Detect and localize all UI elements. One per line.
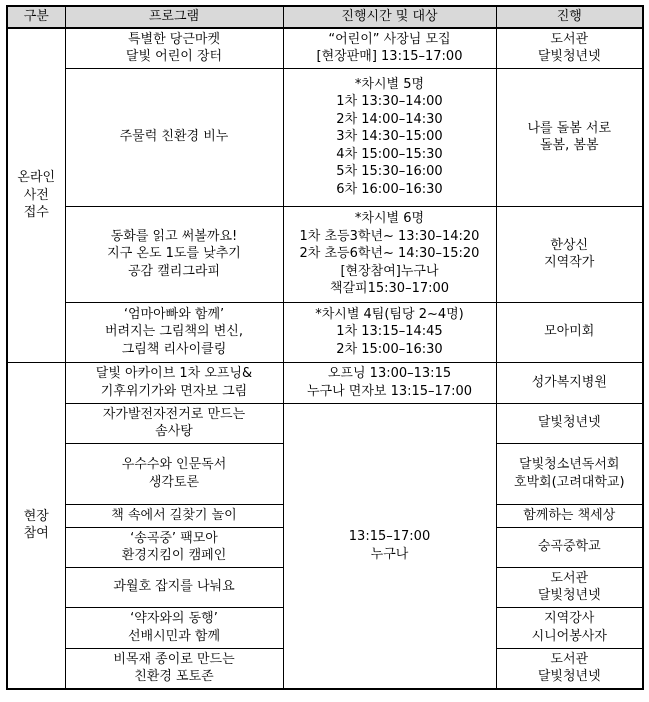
host-cell: 달빛청소년독서회 호박회(고려대학교) bbox=[496, 443, 643, 504]
header-host: 진행 bbox=[496, 6, 643, 28]
table-row bbox=[7, 403, 643, 443]
table-row bbox=[7, 302, 643, 362]
category-onsite: 현장 참여 bbox=[7, 362, 65, 689]
program-cell: 과월호 잡지를 나눠요 bbox=[65, 567, 283, 607]
host-cell: 모아미회 bbox=[496, 302, 643, 362]
host-cell: 숭곡중학교 bbox=[496, 527, 643, 567]
host-cell: 한상신 지역작가 bbox=[496, 206, 643, 302]
table-row bbox=[7, 68, 643, 206]
header-program: 프로그램 bbox=[65, 6, 283, 28]
host-cell: 도서관 달빛청년넷 bbox=[496, 648, 643, 689]
time-cell: *차시별 6명 1차 초등3학년~ 13:30–14:20 2차 초등6학년~ 14:30–15:20 [현장참여]누구나 책갈피15:30–17:00 bbox=[283, 206, 496, 302]
program-cell: 동화를 읽고 써볼까요! 지구 온도 1도를 낮추기 공감 캘리그라피 bbox=[65, 206, 283, 302]
schedule-table-wrapper bbox=[6, 5, 644, 690]
program-cell: 주물럭 친환경 비누 bbox=[65, 68, 283, 206]
program-cell: 우수수와 인문독서 생각토론 bbox=[65, 443, 283, 504]
program-cell: ‘송곡중’ 팩모아 환경지킴이 캠페인 bbox=[65, 527, 283, 567]
time-cell: *차시별 4팀(팀당 2~4명) 1차 13:15–14:45 2차 15:00–16:30 bbox=[283, 302, 496, 362]
shared-time-cell: 13:15–17:00 누구나 bbox=[283, 403, 496, 689]
table-row bbox=[7, 206, 643, 302]
program-cell: ‘약자와의 동행’ 선배시민과 함께 bbox=[65, 607, 283, 648]
host-cell: 함께하는 책세상 bbox=[496, 504, 643, 527]
table-row bbox=[7, 362, 643, 403]
program-cell: 특별한 당근마켓 달빛 어린이 장터 bbox=[65, 28, 283, 68]
host-cell: 도서관 달빛청년넷 bbox=[496, 567, 643, 607]
header-category: 구분 bbox=[7, 6, 65, 28]
host-cell: 지역강사 시니어봉사자 bbox=[496, 607, 643, 648]
table-row bbox=[7, 28, 643, 68]
time-cell: *차시별 5명 1차 13:30–14:00 2차 14:00–14:30 3차 14:30–15:00 4차 15:00–15:30 5차 15:30–16:00 6차 16:00–16:30 bbox=[283, 68, 496, 206]
time-cell: “어린이” 사장님 모집 [현장판매] 13:15–17:00 bbox=[283, 28, 496, 68]
host-cell: 나를 돌봄 서로 돌봄, 봄봄 bbox=[496, 68, 643, 206]
program-cell: 달빛 아카이브 1차 오프닝& 기후위기가와 면자보 그림 bbox=[65, 362, 283, 403]
category-online: 온라인 사전 접수 bbox=[7, 28, 65, 362]
schedule-table bbox=[6, 5, 644, 690]
time-cell: 오프닝 13:00–13:15 누구나 면자보 13:15–17:00 bbox=[283, 362, 496, 403]
program-cell: 책 속에서 길찾기 놀이 bbox=[65, 504, 283, 527]
host-cell: 도서관 달빛청년넷 bbox=[496, 28, 643, 68]
program-cell: 자가발전자전거로 만드는 솜사탕 bbox=[65, 403, 283, 443]
program-cell: 비목재 종이로 만드는 친환경 포토존 bbox=[65, 648, 283, 689]
program-cell: ‘엄마아빠와 함께’ 버려지는 그림책의 변신, 그림책 리사이클링 bbox=[65, 302, 283, 362]
header-row bbox=[7, 6, 643, 28]
header-time-target: 진행시간 및 대상 bbox=[283, 6, 496, 28]
host-cell: 달빛청년넷 bbox=[496, 403, 643, 443]
host-cell: 성가복지병원 bbox=[496, 362, 643, 403]
